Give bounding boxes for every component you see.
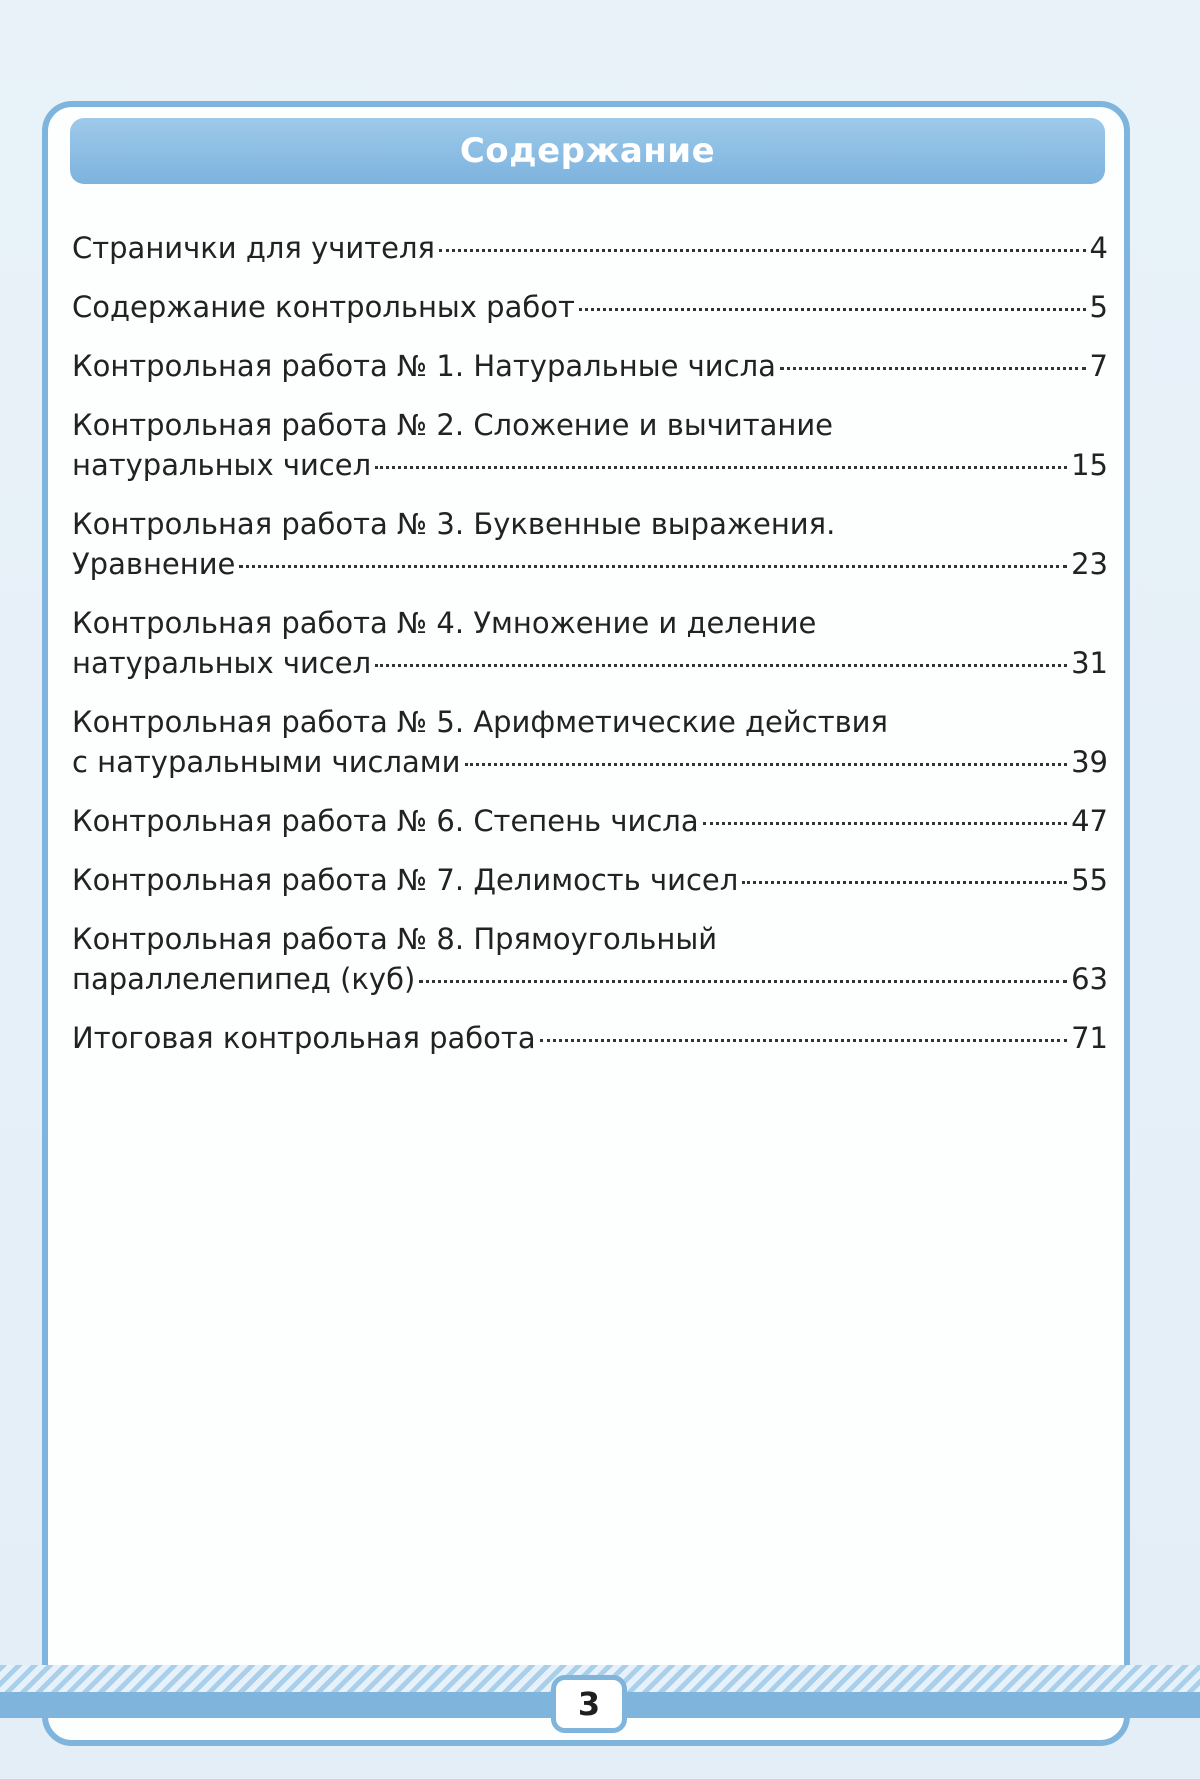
toc-entry[interactable] xyxy=(72,504,1108,584)
toc-entry-title: Содержание контрольных работ xyxy=(72,290,575,324)
dot-leader xyxy=(465,763,1068,766)
toc-entry[interactable] xyxy=(72,860,1108,900)
page-number: 3 xyxy=(577,1685,601,1723)
toc-entry-page: 5 xyxy=(1089,290,1108,324)
toc-entry-title: Итоговая контрольная работа xyxy=(72,1021,536,1055)
toc-entry-title: Контрольная работа № 7. Делимость чисел xyxy=(72,863,739,897)
contents-header xyxy=(70,118,1105,184)
toc-entry[interactable] xyxy=(72,801,1108,841)
toc-entry[interactable] xyxy=(72,702,1108,782)
toc-entry-title: Контрольная работа № 1. Натуральные числа xyxy=(72,349,776,383)
dot-leader xyxy=(540,1039,1068,1042)
page-number-badge xyxy=(551,1675,627,1733)
toc-entry-title-line2: с натуральными числами xyxy=(72,745,461,779)
contents-title: Содержание xyxy=(459,131,716,171)
dot-leader xyxy=(780,367,1086,370)
toc-entry-title-line2: Уравнение xyxy=(72,547,236,581)
toc-entry-title-line2: натуральных чисел xyxy=(72,646,372,680)
dot-leader xyxy=(375,664,1067,667)
toc-entry-title-line1: Контрольная работа № 4. Умножение и деление xyxy=(72,606,817,640)
dot-leader xyxy=(419,980,1067,983)
dot-leader xyxy=(579,308,1086,311)
toc-entry-title-line1: Контрольная работа № 5. Арифметические действия xyxy=(72,705,888,739)
toc-entry-title-line1: Контрольная работа № 8. Прямоугольный xyxy=(72,922,718,956)
dot-leader xyxy=(239,565,1067,568)
dot-leader xyxy=(439,249,1086,252)
toc-entry-page: 23 xyxy=(1071,547,1108,581)
toc-entry-page: 71 xyxy=(1071,1021,1108,1055)
toc-entry-page: 31 xyxy=(1071,646,1108,680)
toc-entry-title-line2: натуральных чисел xyxy=(72,448,372,482)
toc-entry-page: 47 xyxy=(1071,804,1108,838)
toc-entry[interactable] xyxy=(72,919,1108,999)
toc-entry-title: Контрольная работа № 6. Степень числа xyxy=(72,804,699,838)
table-of-contents xyxy=(72,228,1108,1077)
dot-leader xyxy=(375,466,1067,469)
toc-entry[interactable] xyxy=(72,287,1108,327)
toc-entry-title: Странички для учителя xyxy=(72,231,435,265)
toc-entry-page: 63 xyxy=(1071,962,1108,996)
toc-entry-title-line1: Контрольная работа № 3. Буквенные выражения. xyxy=(72,507,836,541)
toc-entry[interactable] xyxy=(72,228,1108,268)
toc-entry[interactable] xyxy=(72,405,1108,485)
toc-entry-title-line2: параллелепипед (куб) xyxy=(72,962,416,996)
dot-leader xyxy=(742,881,1067,884)
toc-entry-page: 4 xyxy=(1089,231,1108,265)
toc-entry[interactable] xyxy=(72,603,1108,683)
toc-entry[interactable] xyxy=(72,1018,1108,1058)
toc-entry[interactable] xyxy=(72,346,1108,386)
toc-entry-page: 15 xyxy=(1071,448,1108,482)
toc-entry-page: 7 xyxy=(1089,349,1108,383)
toc-entry-page: 55 xyxy=(1071,863,1108,897)
toc-entry-page: 39 xyxy=(1071,745,1108,779)
dot-leader xyxy=(703,822,1067,825)
toc-entry-title-line1: Контрольная работа № 2. Сложение и вычитание xyxy=(72,408,834,442)
